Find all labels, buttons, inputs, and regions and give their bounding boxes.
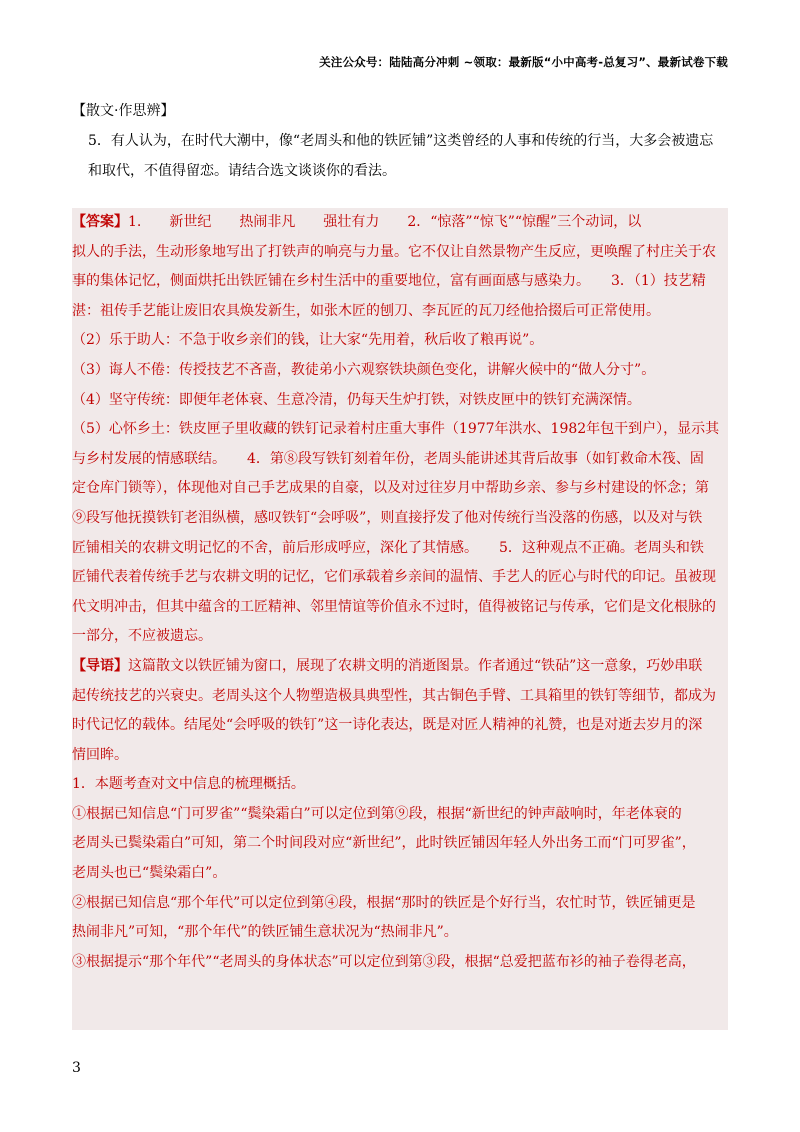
guide-line: 时代记忆的载体。结尾处“会呼吸的铁钉”这一诗化表达，既是对匠人精神的礼赞，也是对逝去岁月的深 xyxy=(72,717,703,734)
guide-line: 起传统技艺的兴衰史。老周头这个人物塑造极具典型性，其古铜色手臂、工具箱里的铁钉等细节，都成为 xyxy=(72,687,716,704)
answer-tag: 【答案】 xyxy=(72,214,128,230)
answer-line: 与乡村发展的情感联结。 4．第⑧段写铁钉刻着年份，老周头能讲述其背后故事（如钉救命木筏、固 xyxy=(72,450,704,467)
answer-line-text: 1. 新世纪 热闹非凡 强壮有力 2．“惊落”“惊飞”“惊醒”三个动词，以 xyxy=(128,214,642,230)
answer-line: 匠铺代表着传统手艺与农耕文明的记忆，它们承载着乡亲间的温情、手艺人的匠心与时代的印记。虽被现 xyxy=(72,569,716,586)
answer-line: ⑨段写他抚摸铁钉老泪纵横，感叹铁钉“会呼吸”，则直接抒发了他对传统行当没落的伤感，以及对与铁 xyxy=(72,509,703,526)
section-title: 【散文·作思辨】 xyxy=(72,103,175,119)
answer-line: 拟人的手法，生动形象地写出了打铁声的响亮与力量。它不仅让自然景物产生反应，更唤醒了村庄关于农 xyxy=(72,243,716,260)
guide-line-text: 这篇散文以铁匠铺为窗口，展现了农耕文明的消逝图景。作者通过“铁砧”这一意象，巧妙串联 xyxy=(128,657,703,674)
answer-line: （3）诲人不倦：传授技艺不吝啬，教徒弟小六观察铁块颜色变化，讲解火候中的“做人分寸”。 xyxy=(72,361,656,378)
answer-line: 湛：祖传手艺能让废旧农具焕发新生，如张木匠的刨刀、李瓦匠的瓦刀经他拾掇后可正常使用。 xyxy=(72,302,660,319)
page-header: 关注公众号：陆陆高分冲刺 ~领取：最新版“小中高考-总复习”、最新试卷下载 xyxy=(319,55,728,69)
guide-line xyxy=(72,652,728,682)
question-line-1: 5．有人认为，在时代大潮中，像“老周头和他的铁匠铺”这类曾经的人事和传统的行当，大多会被遗忘 xyxy=(88,133,714,149)
answer-line: 代文明冲击，但其中蕴含的工匠精神、邻里情谊等价值永不过时，值得被铭记与传承，它们是文化根脉的 xyxy=(72,598,716,615)
analysis-line: 老周头已鬓染霜白”可知，第二个时间段对应“新世纪”，此时铁匠铺因年轻人外出务工而“门可罗雀”， xyxy=(72,835,696,852)
answer-line: （5）心怀乡土：铁皮匣子里收藏的铁钉记录着村庄重大事件（1977年洪水、1982年包干到户），显示其 xyxy=(72,421,720,438)
analysis-line: 热闹非凡”可知，“那个年代”的铁匠铺生意状况为“热闹非凡”。 xyxy=(72,924,458,941)
answer-line: 一部分，不应被遗忘。 xyxy=(72,628,212,645)
question-block xyxy=(72,96,728,186)
analysis-line: ②根据已知信息“那个年代”可以定位到第④段，根据“那时的铁匠是个好行当，农忙时节，铁匠铺更是 xyxy=(72,894,696,911)
analysis-line: 1．本题考查对文中信息的梳理概括。 xyxy=(72,776,305,793)
answer-line: （4）坚守传统：即便年老体衰、生意冷清，仍每天生炉打铁，对铁皮匣中的铁钉充满深情。 xyxy=(72,391,641,408)
guide-tag: 【导语】 xyxy=(72,657,128,674)
analysis-line: 老周头也已“鬓染霜白”。 xyxy=(72,865,227,882)
answer-line: 定仓库门锁等），体现他对自己手艺成果的自豪，以及对过往岁月中帮助乡亲、参与乡村建设的怀念；第 xyxy=(72,480,709,497)
page-number: 3 xyxy=(72,1060,81,1076)
answer-line: 匠铺相关的农耕文明记忆的不舍，前后形成呼应，深化了其情感。 5．这种观点不正确。老周头和铁 xyxy=(72,539,704,556)
analysis-line: ①根据已知信息“门可罗雀”“鬓染霜白”可以定位到第⑨段，根据“新世纪的钟声敲响时，年老体衰的 xyxy=(72,805,682,822)
answer-block xyxy=(72,208,728,1030)
guide-line: 情回眸。 xyxy=(72,746,128,763)
analysis-line: ③根据提示“那个年代”“老周头的身体状态”可以定位到第③段，根据“总爱把蓝布衫的袖子卷得老高， xyxy=(72,953,696,970)
answer-line xyxy=(72,208,728,238)
question-line-2: 和取代，不值得留恋。请结合选文谈谈你的看法。 xyxy=(88,163,396,179)
answer-line: 事的集体记忆，侧面烘托出铁匠铺在乡村生活中的重要地位，富有画面感与感染力。 3．（1）技艺精 xyxy=(72,273,706,290)
answer-line: （2）乐于助人：不急于收乡亲们的钱，让大家“先用着，秋后收了粮再说”。 xyxy=(72,332,544,349)
